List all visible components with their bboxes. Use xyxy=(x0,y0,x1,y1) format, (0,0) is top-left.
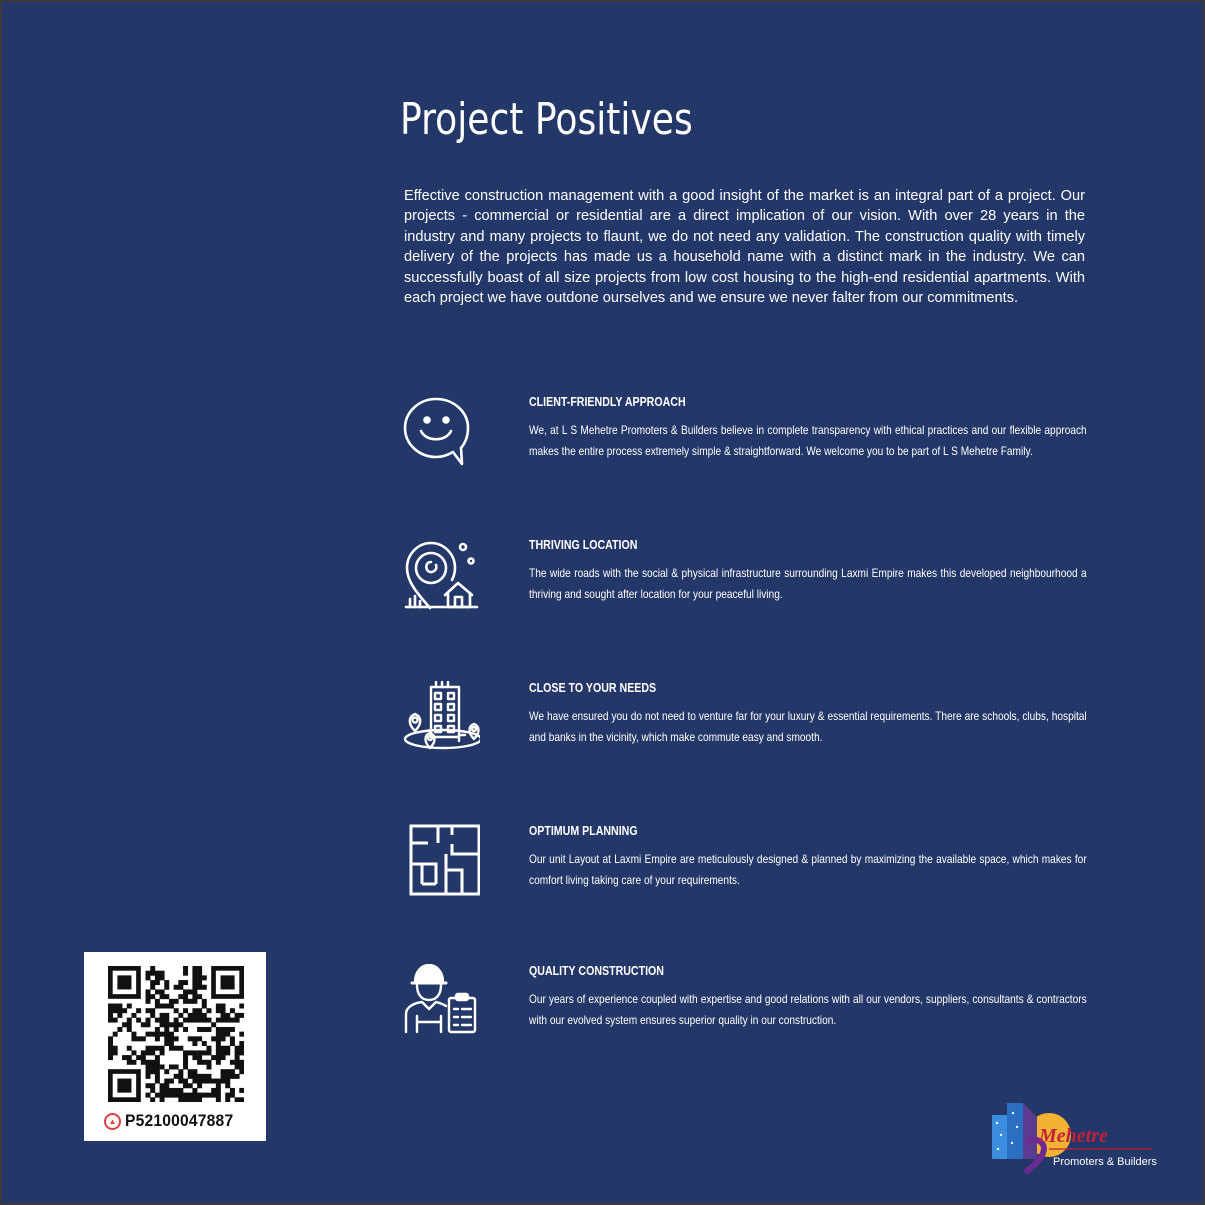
logo-tagline: Promoters & Builders xyxy=(1053,1156,1157,1168)
feature-text: We, at L S Mehetre Promoters & Builders believe in complete transparency with ethical practices and our flexible approach makes the entire process extremely simple & straightforward. We welcome you to be part of L S Mehetre Family. xyxy=(529,423,1087,458)
feature-text: Our unit Layout at Laxmi Empire are meticulously designed & planned by maximizing the available space, which makes for comfort living taking care of your requirements. xyxy=(529,852,1087,887)
feature-text: We have ensured you do not need to venture far for your luxury & essential requirements. There are schools, clubs, hospital and banks in the vicinity, which make commute easy and smooth. xyxy=(529,709,1087,744)
qr-code-icon[interactable] xyxy=(108,966,244,1102)
feature-close-to-needs xyxy=(402,681,1087,771)
feature-title: OPTIMUM PLANNING xyxy=(529,824,638,838)
feature-client-friendly xyxy=(402,395,1087,485)
feature-text: Our years of experience coupled with expertise and good relations with all our vendors, suppliers, consultants & contractors with our evolved system ensures superior quality in our construction. xyxy=(529,992,1087,1027)
page-title: Project Positives xyxy=(400,94,693,145)
feature-title: CLOSE TO YOUR NEEDS xyxy=(529,681,657,695)
feature-title: CLIENT-FRIENDLY APPROACH xyxy=(529,395,686,409)
qr-code-box[interactable] xyxy=(84,952,266,1141)
construction-worker-icon xyxy=(402,964,480,1042)
location-pin-house-icon xyxy=(402,538,480,616)
floor-plan-icon xyxy=(402,824,480,902)
intro-paragraph: Effective construction management with a good insight of the market is an integral part of a project. Our projects - commercial or residential are a direct implication of our vision. With over 28 years in the industry and many projects to flaunt, we do not need any validation. The construction quality with timely delivery of the projects has made us a household name with a distinct mark in the industry. We can successfully boast of all size projects from low cost housing to the high-end residential apartments. With each project we have outdone ourselves and we ensure we never falter from our commitments. xyxy=(404,188,1085,307)
feature-quality-construction xyxy=(402,964,1087,1054)
company-logo xyxy=(987,1097,1162,1177)
rera-number: P52100047887 xyxy=(125,1111,234,1130)
feature-optimum-planning xyxy=(402,824,1087,914)
feature-title: QUALITY CONSTRUCTION xyxy=(529,964,664,978)
rera-registration xyxy=(104,1111,254,1131)
logo-brand-name: Mehetre xyxy=(1039,1125,1108,1147)
feature-thriving-location xyxy=(402,538,1087,628)
feature-text: The wide roads with the social & physical infrastructure surrounding Laxmi Empire makes this developed neighbourhood a thriving and sought after location for your peaceful living. xyxy=(529,566,1087,601)
smiley-chat-icon xyxy=(402,395,480,473)
building-map-pins-icon xyxy=(402,681,480,759)
rera-logo-icon: ▲ xyxy=(104,1113,121,1130)
feature-title: THRIVING LOCATION xyxy=(529,538,638,552)
